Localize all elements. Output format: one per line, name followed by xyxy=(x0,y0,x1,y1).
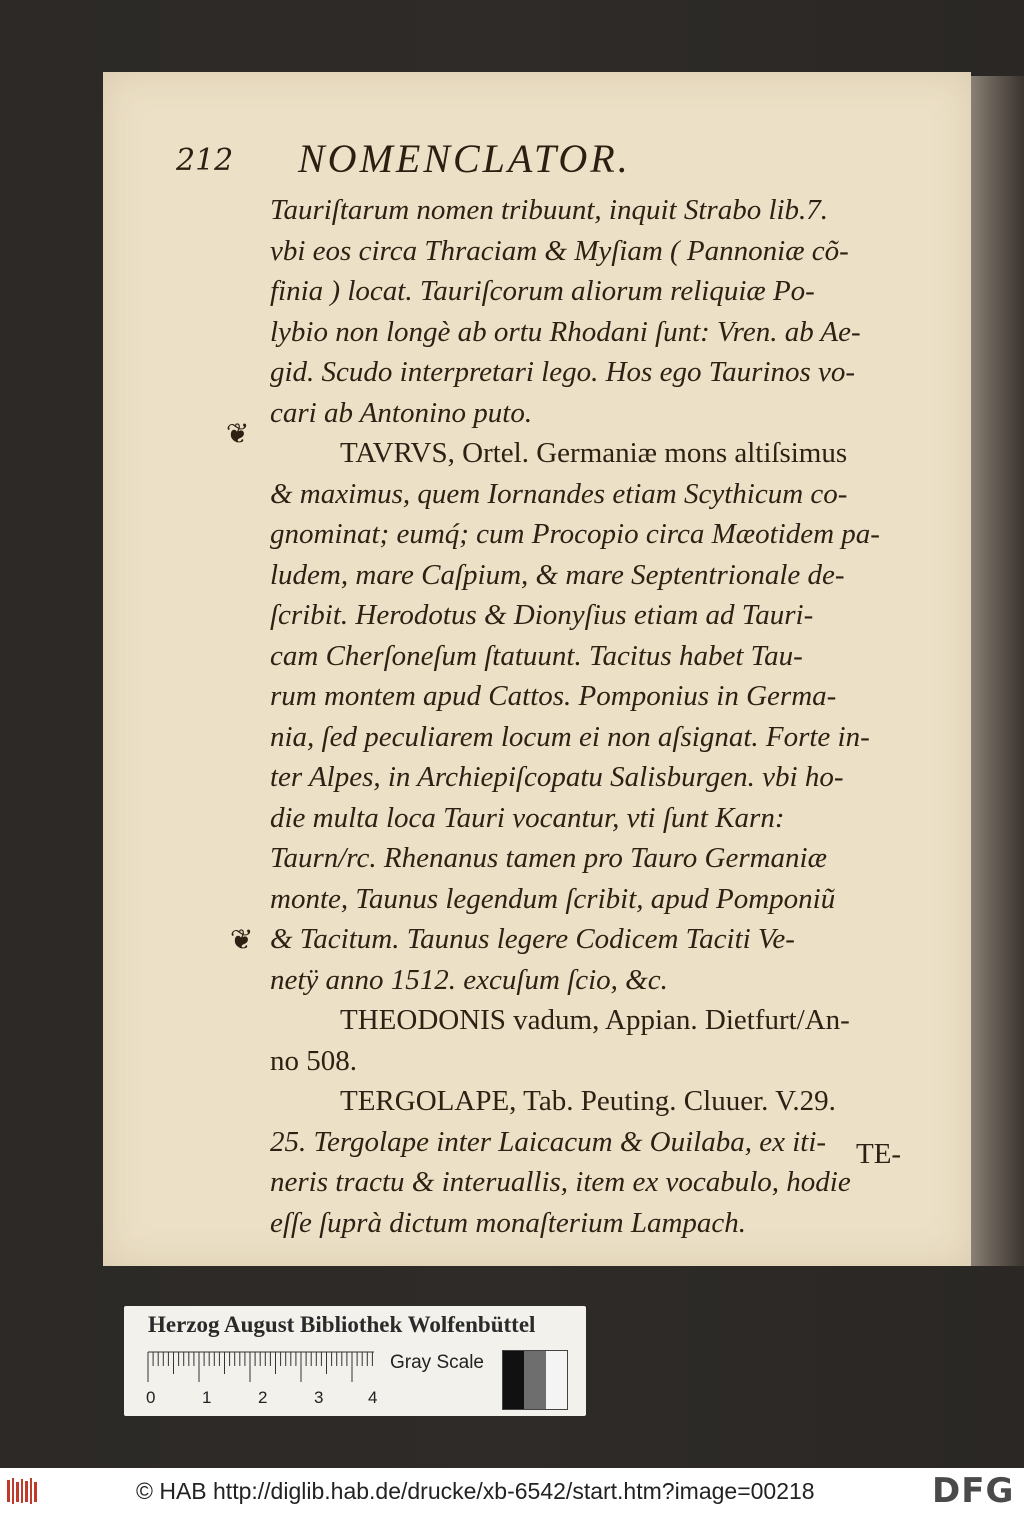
text-line: Tauriſtarum nomen tribuunt, inquit Strabo lib.7. xyxy=(270,194,829,226)
text-line: lybio non longè ab ortu Rhodani ſunt: Vren. ab Ae- xyxy=(270,315,861,348)
text-line: ludem, mare Caſpium, & mare Septentrionale de- xyxy=(270,558,845,591)
scale-number: 3 xyxy=(314,1388,324,1407)
gray-swatch xyxy=(503,1351,524,1409)
entry-heading-tergolape: TERGOLAPE, Tab. Peuting. Cluuer. V.29. xyxy=(340,1085,836,1117)
text-line: ter Alpes, in Archiepiſcopatu Salisburgen. vbi ho- xyxy=(270,761,844,793)
footer-url-text: © HAB http://diglib.hab.de/drucke/xb-6542/start.htm?image=00218 xyxy=(136,1478,815,1504)
text-line: netÿ anno 1512. excuſum ſcio, &c. xyxy=(270,963,668,996)
library-name: Herzog August Bibliothek Wolfenbüttel xyxy=(148,1312,536,1337)
page-text xyxy=(270,190,920,1243)
gray-swatch xyxy=(546,1351,567,1409)
text-line: Taurn/rc. Rhenanus tamen pro Tauro Germaniæ xyxy=(270,842,827,874)
dfg-logo: DFG xyxy=(932,1471,1015,1511)
text-line: die multa loca Tauri vocantur, vti ſunt Karn: xyxy=(270,801,785,834)
scale-number: 4 xyxy=(368,1388,378,1407)
entry-heading-theodonis: THEODONIS vadum, Appian. Dietfurt/An- xyxy=(340,1004,850,1036)
text-line: gnominat; eumq́; cum Procopio circa Mæotidem pa- xyxy=(270,518,880,550)
text-line: gid. Scudo interpretari lego. Hos ego Taurinos vo- xyxy=(270,356,856,388)
text-line: & maximus, quem Iornandes etiam Scythicum co- xyxy=(270,477,848,510)
library-color-card xyxy=(124,1306,586,1416)
scale-number: 0 xyxy=(146,1388,156,1407)
text-line: nia, ſed peculiarem locum ei non aſsignat. Forte in- xyxy=(270,720,870,753)
fleuron-marker-icon: ❦ xyxy=(226,417,250,450)
text-line: cari ab Antonino puto. xyxy=(270,396,533,429)
gray-scale-swatches xyxy=(502,1350,568,1410)
text-line: finia ) locat. Tauriſcorum aliorum reliquiæ Po- xyxy=(270,275,815,307)
page-number: 212 xyxy=(176,143,234,178)
text-line: neris tractu & interuallis, item ex vocabulo, hodie xyxy=(270,1166,851,1198)
entry-heading-taurus: TAVRVS, Ortel. Germaniæ mons altiſsimus xyxy=(340,437,848,469)
text-line: eſſe ſuprà dictum monaſterium Lampach. xyxy=(270,1206,747,1239)
gray-scale-label: Gray Scale xyxy=(390,1352,484,1373)
footer-bar xyxy=(0,1468,1024,1514)
text-line: rum montem apud Cattos. Pomponius in Germa- xyxy=(270,680,837,712)
text-line: monte, Taunus legendum ſcribit, apud Pomponiũ xyxy=(270,882,836,915)
text-line: vbi eos circa Thraciam & Myſiam ( Pannoniæ cõ- xyxy=(270,234,849,267)
text-line: no 508. xyxy=(270,1044,357,1077)
fleuron-marker-icon: ❦ xyxy=(230,923,254,956)
text-line: cam Cherſoneſum ſtatuunt. Tacitus habet Tau- xyxy=(270,639,803,672)
next-page-edge xyxy=(968,76,1024,1266)
text-line: 25. Tergolape inter Laicacum & Ouilaba, ex iti- xyxy=(270,1125,827,1158)
text-line: & Tacitum. Taunus legere Codicem Taciti Ve- xyxy=(270,923,795,955)
barcode-logo-icon xyxy=(6,1476,40,1506)
scale-number: 1 xyxy=(202,1388,212,1407)
text-line: ſcribit. Herodotus & Dionyſius etiam ad Tauri- xyxy=(270,599,814,631)
running-head xyxy=(176,135,816,185)
catchword: TE- xyxy=(856,1138,902,1170)
running-head-title: NOMENCLATOR. xyxy=(298,136,631,181)
ruler-scale xyxy=(146,1350,376,1384)
gray-swatch xyxy=(524,1351,545,1409)
scale-number: 2 xyxy=(258,1388,268,1407)
